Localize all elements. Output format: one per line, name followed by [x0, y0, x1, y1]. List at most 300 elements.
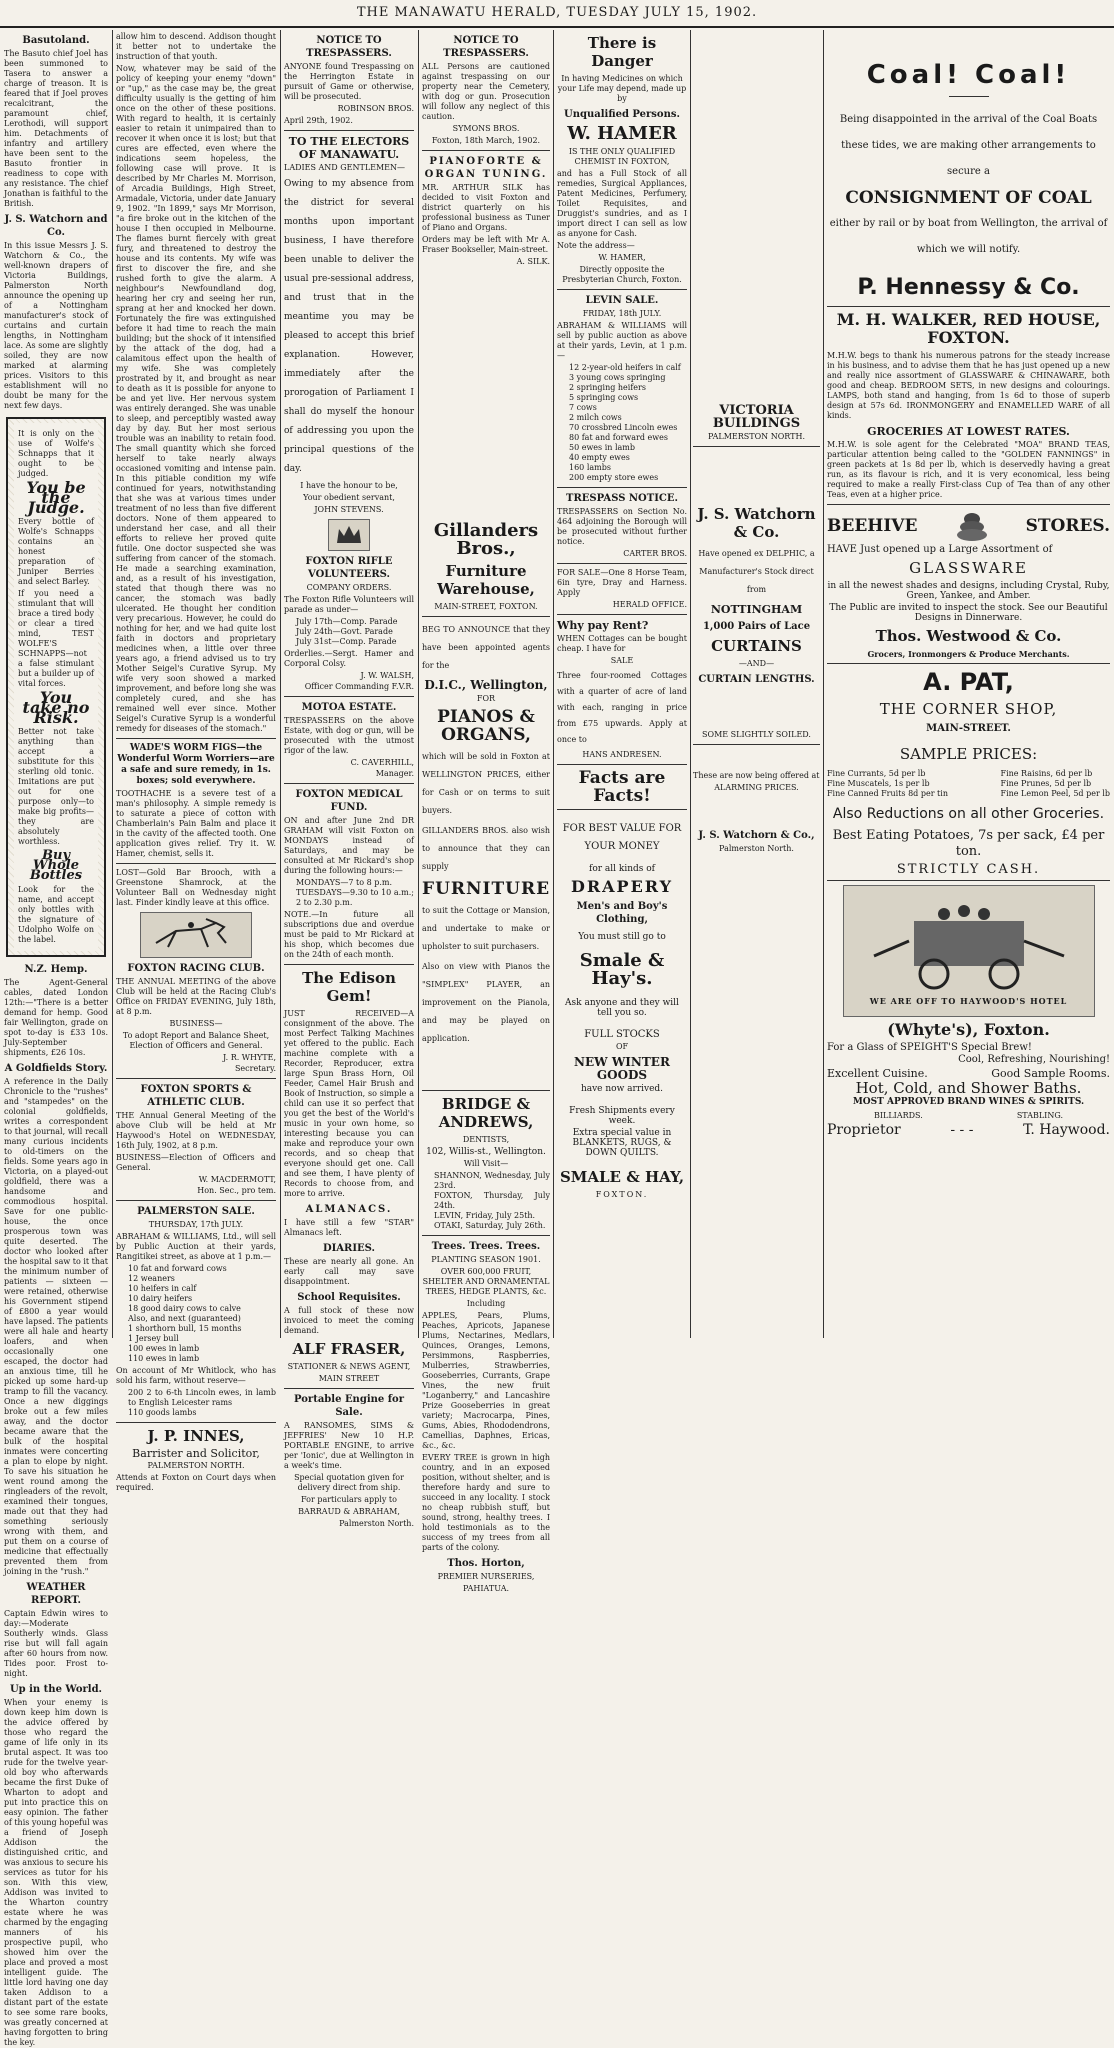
racing-business-label: BUSINESS— — [169, 1019, 223, 1028]
list-item: 160 lambs — [569, 463, 611, 472]
pat-cash: STRICTLY CASH. — [896, 862, 1041, 877]
worm-figs-ad: WADE'S WORM FIGS—the Wonderful Worm Worriers—are a safe and sure remedy, in 1s. boxes; sold everywhere. — [117, 743, 275, 786]
piano-text: MR. ARTHUR SILK has decided to visit Foxton and district quarterly on his professional business as Tuner of Piano and Organs. — [422, 183, 550, 232]
wolfe-text: Look for the name, and accept only bottles with the signature of Udolpho Wolfe on the label. — [18, 885, 94, 944]
coal-text: either by rail or by boat from Wellington, the arrival of which we will notify. — [829, 218, 1108, 255]
walker-text: M.H.W. is sole agent for the Celebrated "MOA" BRAND TEAS, particular attention being called to the "GOLDEN FANNINGS" in green packets at 1s 8d per lb, which is deservedly having a great run, as its flavour is rich, and it is very economical, less being required to make a really First-class Cup of Tea than of any other Teas, even at a higher price. — [827, 440, 1110, 499]
walker-heading: M. H. WALKER, RED HOUSE, FOXTON. — [836, 310, 1101, 347]
list-item: 12 weaners — [128, 1274, 175, 1283]
hennessy-heading: P. Hennessy & Co. — [857, 275, 1080, 300]
racing-signature: J. R. WHYTE, — [223, 1053, 276, 1062]
hotel-owner: T. Haywood. — [1023, 1122, 1110, 1138]
watchorn-ad-heading: J. S. Watchorn & Co. — [697, 505, 816, 541]
beehive-text: The Public are invited to inspect the stock. See our Beautiful Designs in Dinnerware. — [829, 603, 1108, 623]
whitlock-list — [128, 1388, 276, 1418]
engine-note: Special quotation given for delivery direct from ship. — [294, 1473, 404, 1492]
wolfe-intro: It is only on the use of Wolfe's Schnapps that it ought to be judged. — [18, 429, 94, 478]
smale-heading: Smale & Hay's. — [579, 950, 665, 989]
list-item: 200 empty store ewes — [569, 473, 659, 482]
pat-price-column — [827, 769, 948, 799]
story-continuation: allow him to descend. Addison thought it better not to undertake the instruction of that youth. — [116, 32, 276, 61]
hotel-features — [827, 1069, 1110, 1079]
gillanders-pianos: PIANOS & ORGANS, — [437, 707, 535, 745]
innes-role: Barrister and Solicitor, — [132, 1447, 260, 1460]
almanacs-heading: ALMANACS. — [305, 1204, 393, 1215]
hotel-billiards: BILLIARDS. — [874, 1111, 923, 1120]
trees-including: Including — [466, 1299, 506, 1308]
column-3 — [284, 30, 414, 1528]
rent-text: Three four-roomed Cottages with a quarter of acre of land with each, ranging in price from £75 upwards. Apply at once to — [557, 671, 687, 744]
levin-list — [569, 363, 687, 483]
gillanders-subheading: Furniture Warehouse, — [437, 562, 535, 598]
beehive-text: in all the newest shades and designs, including Crystal, Ruby, Green, Yankee, and Amber. — [827, 581, 1110, 601]
column-1 — [4, 30, 108, 2047]
hemp-article: The Agent-General cables, dated London 12th:—"There is a better demand for hemp. Good fair Wellington, grade on spot to-day is £33 10s. July-September shipments, £26 10s. — [4, 978, 108, 1057]
school-text: A full stock of these now invoiced to meet the coming demand. — [284, 1306, 414, 1335]
divider — [284, 130, 414, 131]
racing-club-text: THE ANNUAL MEETING of the above Club will be held at the Racing Club's Office on FRIDAY EVENING, July 18th, at 8 p.m. — [116, 977, 276, 1016]
watchorn-ad-text: Have opened ex DELPHIC, a Manufacturer's Stock direct from — [698, 549, 815, 594]
list-item: 2 springing heifers — [569, 383, 646, 392]
motoa-signature: C. CAVERHILL, — [350, 758, 414, 767]
list-item: OTAKI, Saturday, July 26th. — [434, 1221, 546, 1230]
innes-name: J. P. INNES, — [147, 1427, 245, 1445]
rifle-signature: J. W. WALSH, — [360, 671, 414, 680]
edison-text: JUST RECEIVED—A consignment of the above. The most Perfect Talking Machines yet offered to the public. Each machine complete with a Recorder, Reproducer, extra large Spun Brass Horn, Oil Feeder, Camel Hair Brush and Book of Instruction, so simple a child can use it so perfect that you get the best of the World's music in your own home, so interesting because you can make and reproduce your own records, and so cheap that everyone should get one. Call and see them, I have plenty of Records to choose from, and more to arrive. — [284, 1009, 414, 1198]
levin-heading: LEVIN SALE. — [585, 295, 659, 306]
horse-icon — [146, 917, 246, 953]
watchorn-ad-place: Palmerston North. — [719, 844, 794, 853]
hamer-place: Directly opposite the Presbyterian Church, Foxton. — [562, 265, 682, 284]
column-2 — [116, 30, 276, 1492]
list-item: 7 cows — [569, 403, 597, 412]
divider — [827, 306, 1110, 307]
whitlock-text: On account of Mr Whitlock, who has sold his farm, without reserve— — [116, 1366, 276, 1385]
weather-heading: WEATHER REPORT. — [26, 1582, 86, 1606]
electors-heading: TO THE ELECTORS OF MANAWATU. — [288, 135, 410, 161]
column-6 — [693, 30, 820, 1338]
motoa-heading: MOTOA ESTATE. — [301, 702, 397, 713]
electors-text: Owing to my absence from the district for several months upon important business, I have therefore been unable to deliver the usual pre-sessional address, and trust that in the meantime you may be pleased to accept this brief explanation. However, immediately after the prorogation of Parliament I shall do myself the honour of addressing you upon the principal questions of the day. — [284, 179, 414, 474]
westwood-subheading: Grocers, Ironmongers & Produce Merchants. — [867, 649, 1070, 659]
watchorn-alarm: ALARMING PRICES. — [714, 783, 799, 792]
divider — [116, 1078, 276, 1079]
divider — [116, 863, 276, 864]
list-item: 1 shorthorn bull, 15 months — [128, 1324, 242, 1333]
list-item: 3 young cows springing — [569, 373, 666, 382]
trespass-text: ANYONE found Trespassing on the Herrington Estate in pursuit of Game or otherwise, will be prosecuted. — [284, 62, 414, 101]
wolfe-text: Better not take anything than accept a substitute for this sterling old tonic. Imitations are put out for one purpose only—to make big profits—they are absolutely worthless. — [18, 727, 94, 846]
piano-heading: PIANOFORTE & ORGAN TUNING. — [424, 156, 548, 180]
divider — [557, 764, 687, 765]
watchorn-curtains: CURTAINS — [711, 637, 802, 655]
beehive-stores: STORES. — [1025, 516, 1110, 536]
divider — [422, 616, 550, 617]
fraser-place: MAIN STREET — [318, 1374, 380, 1383]
pat-heading: A. PAT, — [923, 668, 1014, 696]
watchorn-nottingham: NOTTINGHAM — [710, 603, 803, 616]
goldfields-article: A reference in the Daily Chronicle to the "rushes" and "stampedes" on the colonial goldfields, writes a correspondent to that journal, will recall many curious incidents to old-timers on the fields. Some years ago in Victoria, on a played-out goldfield, there was a handsome and commodious hospital. Save for one public-house, the once prosperous town was quite deserted. The doctor who looked after the hospital saw to it that the minimum number of patients — sixteen — were retained, otherwise his Government stipend of £800 a year would have lapsed. The patients were all hale and hearty loafers, and when occasionally one escaped, the doctor had an anxious time, till he picked up some hard-up tramp to fill the vacancy. Once a new diggings broke out a few miles away, and the doctor became aware that the bulk of the hospital inmates were concerting a plan to elope by night. To save his situation he went round among the ringleaders of the revolt, examined their tongues, made out that they had something seriously wrong with them, and put them on a course of medicine that effectually prevented them from joining in the "rush." — [4, 1077, 108, 1576]
medical-note: NOTE.—In future all subscriptions due and overdue must be paid to Mr Rickard at his shop, which becomes due on the 24th of each month. — [284, 910, 414, 959]
trees-text: EVERY TREE is grown in high country, and in an exposed position, without shelter, and is therefore hardy and sure to succeed in any locality. I stock no cheap rubbish stuff, but sound, strong, healthy trees. I hold testimonials as to the success of my trees from all parts of the colony. — [422, 1453, 550, 1552]
wolfe-buy-heading: Buy Whole Bottles — [29, 848, 83, 883]
list-item: SHANNON, Wednesday, July 23rd. — [434, 1171, 550, 1190]
electors-salute: LADIES AND GENTLEMEN— — [284, 163, 406, 172]
masthead: THE MANAWATU HERALD, TUESDAY JULY 15, 1902. — [0, 0, 1114, 28]
list-item: 18 good dairy cows to calve — [128, 1304, 241, 1313]
beehive-heading: BEEHIVE — [827, 516, 918, 536]
column-rule — [823, 30, 824, 1338]
innes-note: Attends at Foxton on Court days when required. — [116, 1473, 276, 1492]
piano-signature: A. SILK. — [516, 257, 550, 266]
sports-business: BUSINESS—Election of Officers and General. — [116, 1153, 276, 1172]
seigel-article: Now, whatever may be said of the policy of keeping your enemy "down" or "up," as the case may be, the great difficulty usually is the getting of him once on the other of these positions. With regard to health, it is certainly easier to retain it unimpaired than to recover it when once it is lost; but that cures are effected, even where the indications seem hopeless, the following case will prove. It is described by Mr Charles M. Morrison, of Arcadia Buildings, High Street, Armadale, Victoria, under date January 9, 1902. "In 1899," says Mr Morrison, "a fire broke out in the kitchen of the house I then occupied in Melbourne. The flames burnt fiercely with great fury, and threatened to destroy the house and its contents. My wife was first to discover the fire, and she rushed forth to give the alarm. A neighbour's Newfoundland dog, hearing her cry and seeing her run, sprang at her and knocked her down. Fortunately the fire was extinguished before it had time to reach the main building; but the shock of it intensified by the attack of the dog, had a calamitous effect upon the health of my wife. She was completely prostrated by it, and brought as near to death as it is possible for anyone to be and yet live. Her nervous system was entirely deranged. She was unable to sleep, and perceptibly wasted away day by day. But her most serious trouble was an inability to retain food. The small quantity which she forced herself to take nearly always occasioned vomiting and intense pain. In this pitiable condition my wife continued for years, notwithstanding that she was at various times under treatment of no less than five different doctors. None of them appeared to understand her case, and all their efforts to relieve her proved quite futile. One doctor suspected she was suffering from cancer of the stomach. He made a searching examination, and, as a result of his investigation, stated that though there was no cancer, the stomach was badly ulcerated. He thought her condition very precarious. However, he could do nothing for her, and we had quite lost faith in doctors and proprietary medicines when, a little over three years ago, a friend advised us to try Mother Seigel's Curative Syrup. My wife very soon showed a marked improvement, and before long she was completely cured, and she has remained well ever since. Mother Seigel's Curative Syrup is a wonderful remedy for diseases of the stomach." — [116, 64, 276, 733]
world-heading: Up in the World. — [9, 1684, 103, 1695]
list-item: 5 springing cows — [569, 393, 639, 402]
hotel-glass: For a Glass of SPEIGHT'S Special Brew! — [827, 1042, 1032, 1053]
gillanders-text: BEG TO ANNOUNCE that they have been appointed agents for the — [422, 625, 550, 670]
gillanders-furniture: FURNITURE — [422, 879, 551, 899]
engine-particulars: For particulars apply to — [301, 1495, 397, 1504]
hotel-name: (Whyte's), Foxton. — [887, 1020, 1050, 1039]
edison-heading: The Edison Gem! — [302, 969, 396, 1005]
fraser-subheading: STATIONER & NEWS AGENT, — [287, 1362, 411, 1371]
divider — [284, 964, 414, 965]
innes-place: PALMERSTON NORTH. — [147, 1461, 245, 1470]
piano-orders: Orders may be left with Mr A. Fraser Bookseller, Main-street. — [422, 235, 550, 254]
trees-signature: Thos. Horton, — [447, 1558, 525, 1569]
hotel-brands: MOST APPROVED BRAND WINES & SPIRITS. — [852, 1097, 1085, 1107]
walker-text: M.H.W. begs to thank his numerous patrons for the steady increase in his business, and to advise them that he has just opened up a new and really nice assortment of GLASSWARE & CHINAWARE, both good and cheap. BEDROOM SETS, in new designs and colourings. LAMPS, both stand and hanging, from 1s 6d to those of superb design at 57s 6d. IRONMONGERY and ENAMELLED WARE of all kinds. — [827, 351, 1110, 420]
divider — [693, 744, 820, 745]
divider — [827, 663, 1110, 664]
trespass-notice-signature: CARTER BROS. — [623, 549, 687, 558]
list-item: LEVIN, Friday, July 25th. — [434, 1211, 536, 1220]
list-item: 1 Jersey bull — [128, 1334, 179, 1343]
bridge-heading: BRIDGE & ANDREWS, — [438, 1095, 534, 1131]
beehive-text: HAVE Just opened up a Large Assortment of — [827, 544, 1053, 555]
hotel-cuisine: Excellent Cuisine. — [827, 1067, 928, 1080]
smale-fresh: Fresh Shipments every week. — [569, 1106, 675, 1126]
hotel-rooms: Good Sample Rooms. — [991, 1067, 1110, 1080]
list-item: 10 heifers in calf — [128, 1284, 197, 1293]
list-item: July 31st—Comp. Parade — [296, 637, 397, 646]
bridge-list — [434, 1171, 550, 1231]
divider — [422, 1235, 550, 1236]
racing-club-heading: FOXTON RACING CLUB. — [127, 963, 265, 974]
price-item: Fine Currants, 5d per lb — [827, 769, 926, 778]
facts-go: You must still go to — [578, 932, 666, 942]
list-item: 100 ewes in lamb — [128, 1344, 200, 1353]
danger-text: In having Medicines on which your Life may depend, made up by — [557, 74, 687, 103]
list-item: 110 goods lambs — [128, 1408, 197, 1417]
divider — [693, 446, 820, 447]
rent-sale: SALE — [610, 656, 634, 665]
beehive-icon — [952, 509, 992, 543]
toothache-ad: TOOTHACHE is a severe test of a man's philosophy. A simple remedy is to saturate a piece of cotton with Chamberlain's Pain Balm and place it in the cavity of the affected tooth. One application gives relief. Try it. W. Hamer, chemist, sells it. — [116, 789, 276, 858]
trees-heading: Trees. Trees. Trees. — [431, 1241, 541, 1252]
crown-icon — [334, 523, 364, 547]
divider — [422, 1090, 550, 1091]
forsale-text: FOR SALE—One 8 Horse Team, 6in tyre, Dray and Harness. Apply — [557, 568, 687, 597]
divider — [827, 880, 1110, 881]
watchorn-offered: These are now being offered at — [693, 771, 820, 780]
gillanders-text: Also on view with Pianos the "SIMPLEX" PLAYER, an improvement on the Pianola, and may be played on application. — [422, 962, 550, 1043]
trespass-date: April 29th, 1902. — [284, 116, 353, 125]
gillanders-for: FOR — [476, 694, 496, 703]
list-item: 12 2-year-old heifers in calf — [569, 363, 681, 372]
rent-signature: HANS ANDRESEN. — [582, 750, 662, 759]
racing-role: Secretary. — [234, 1064, 276, 1073]
price-item: Fine Lemon Peel, 5d per lb — [1000, 789, 1110, 798]
smale-ask: Ask anyone and they will tell you so. — [565, 998, 679, 1018]
list-item: 40 empty ewes — [569, 453, 630, 462]
engine-place: Palmerston North. — [339, 1519, 414, 1528]
trespass-notice-text: TRESPASSERS on Section No. 464 adjoining the Borough will be prosecuted without further notice. — [557, 507, 687, 546]
watchorn-heading: J. S. Watchorn and Co. — [4, 214, 108, 238]
smale-place: FOXTON. — [595, 1190, 649, 1199]
divider — [284, 1388, 414, 1389]
symons-signature: SYMONS BROS. — [452, 124, 520, 133]
facts-text: FOR BEST VALUE FOR YOUR MONEY — [562, 823, 682, 852]
danger-heading: There is Danger — [587, 34, 657, 70]
electors-close: Your obedient servant, — [303, 493, 395, 502]
coach-illustration — [843, 885, 1095, 1017]
diaries-text: These are nearly all gone. An early call may save disappointment. — [284, 1257, 414, 1286]
pat-also: Also Reductions on all other Groceries. — [832, 806, 1105, 822]
world-article: When your enemy is down keep him down is the advice offered by those who regard the game of life only in its brutal aspect. It was too rude for the twelve year-old boy who afterwards became the first Duke of Wharton to adopt and put into practice this on easy opinion. The father of this young hopeful was a friend of Joseph Addison the distinguished critic, and was anxious to secure his services as tutor for his son. With this view, Addison was invited to the Wharton country estate where he was charmed by the engaging manners of his prospective pupil, who showed him over the place and proved a most intelligent guide. The little lord having one day taken Addison to a distant part of the estate to see some rare books, was greatly concerned at having forgotten to bring the key. — [4, 1698, 108, 2047]
gillanders-dic: D.I.C., Wellington, — [424, 678, 548, 692]
divider — [557, 289, 687, 290]
westwood-heading: Thos. Westwood & Co. — [875, 627, 1062, 645]
beehive-banner — [827, 509, 1110, 543]
symons-trespass-heading: NOTICE TO TRESPASSERS. — [443, 35, 529, 59]
wolfe-text: If you need a stimulant that will brace a tired body or clear a tired mind, TEST WOLFE'S SCHNAPPS—not a false stimulant but a builder up of vital forces. — [18, 589, 94, 688]
gillanders-text: to suit the Cottage or Mansion, and undertake to make or upholster to suit purchasers. — [422, 906, 550, 951]
list-item: TUESDAYS—9.30 to 10 a.m.; 2 to 2.30 p.m. — [296, 888, 414, 907]
weather-article: Captain Edwin wires to day:—Moderate Southerly winds. Glass rise but will fall again after 60 hours from now. Tides poor. Frost to-night. — [4, 1609, 108, 1678]
coach-icon — [854, 896, 1084, 996]
palmerston-sale-heading: PALMERSTON SALE. — [137, 1206, 255, 1217]
hotel-cool: Cool, Refreshing, Nourishing! — [958, 1054, 1110, 1065]
victoria-heading: VICTORIA BUILDINGS — [712, 403, 801, 431]
hotel-dash: - - - — [950, 1122, 974, 1138]
rifle-heading: FOXTON RIFLE VOLUNTEERS. — [305, 556, 393, 580]
divider — [557, 614, 687, 615]
pat-potatoes: Best Eating Potatoes, 7s per sack, £4 per ton. — [832, 828, 1105, 859]
watchorn-and: —AND— — [738, 659, 775, 668]
bridge-subheading: DENTISTS, — [462, 1135, 510, 1144]
engine-text: A RANSOMES, SIMS & JEFFRIES' New 10 H.P. PORTABLE ENGINE, to arrive per 'Ionic', due at Wellington in a week's time. — [284, 1421, 414, 1470]
divider — [557, 809, 687, 810]
bridge-visit: Will Visit— — [463, 1159, 509, 1168]
hamer-text: IS THE ONLY QUALIFIED CHEMIST IN FOXTON, — [568, 147, 676, 166]
racehorse-illustration — [140, 912, 252, 958]
engine-signature: BARRAUD & ABRAHAM, — [298, 1507, 400, 1516]
crest-illustration — [328, 519, 370, 551]
palmerston-sale-list — [128, 1264, 276, 1364]
bridge-address: 102, Willis-st., Wellington. — [426, 1147, 546, 1157]
sports-club-text: THE Annual General Meeting of the above Club will be held at Mr Haywood's Hotel on WEDNESDAY, 16th July, 1902, at 8 p.m. — [116, 1111, 276, 1150]
rifle-orderlies: Orderlies.—Sergt. Hamer and Corporal Colsy. — [284, 649, 414, 668]
palmerston-sale-date: THURSDAY, 17th JULY. — [148, 1220, 244, 1229]
smale-extra: Extra special value in BLANKETS, RUGS, & DOWN QUILTS. — [572, 1128, 672, 1158]
divider — [116, 1200, 276, 1201]
hamer-text: and has a Full Stock of all remedies, Surgical Appliances, Patent Medicines, Perfumery, Toilet Requisites, and Druggist's sundries, and as I import direct I can sell as low as anyone for Cash. — [557, 169, 687, 238]
divider — [827, 504, 1110, 505]
column-rule — [280, 30, 281, 1338]
racing-business-items: To adopt Report and Balance Sheet, Election of Officers and General. — [122, 1031, 270, 1050]
lost-notice: LOST—Gold Bar Brooch, with a Greenstone Shamrock, at the Volunteer Ball on Wednesday night last. Finder kindly leave at this office. — [116, 868, 276, 907]
divider — [284, 783, 414, 784]
coal-heading: Coal! Coal! — [866, 60, 1071, 90]
hotel-stabling: STABLING. — [1016, 1111, 1063, 1120]
electors-close: I have the honour to be, — [300, 481, 398, 490]
trees-text: APPLES, Pears, Plums, Peaches, Apricots, Japanese Plums, Nectarines, Medlars, Quinces, Oranges, Lemons, Persimmons, Raspberries, Mulberries, Strawberries, Gooseberries, Currants, Grape Vines, the new fruit "Loganberry," and Lancashire Prize Gooseberries in great variety; Macrocarpa, Pines, Gums, Abies, Rhododendrons, Camellias, Daphnes, Ericas, &c., &c. — [422, 1311, 550, 1450]
watchorn-article: In this issue Messrs J. S. Watchorn & Co., the well-known drapers of Victoria Buildings, Palmerston North announce the opening up of a Nottingham manufacturer's stock of curtains and curtain lengths, in Nottingham lace. As some are slightly soiled, they are now marked at alarming prices. Visitors to this establishment will no doubt be many for the next few days. — [4, 241, 108, 410]
divider — [422, 150, 550, 151]
facts-drapery: DRAPERY — [570, 877, 674, 896]
danger-unqualified: Unqualified Persons. — [563, 109, 680, 120]
basutoland-article: The Basuto chief Joel has been summoned to Tasera to answer a charge of treason. It is feared that if Joel proves recalcitrant, the paramount chief, Lerothodi, will support him. Detachments of infantry and artillery have been sent to the Basuto frontier in readiness to cope with any resistance. The chief Jonathan is faithful to the British. — [4, 49, 108, 208]
almanacs-text: I have still a few "STAR" Almanacs left. — [284, 1218, 414, 1237]
watchorn-pairs: 1,000 Pairs of Lace — [702, 621, 811, 632]
symons-trespass-text: ALL Persons are cautioned against trespassing on our property near the Cemetery, with dog or gun. Prosecution will follow any neglect of this caution. — [422, 62, 550, 121]
victoria-place: PALMERSTON NORTH. — [707, 432, 805, 441]
divider — [284, 696, 414, 697]
list-item: 70 crossbred Lincoln ewes — [569, 423, 678, 432]
list-item: 10 dairy heifers — [128, 1294, 193, 1303]
diaries-heading: DIARIES. — [322, 1243, 376, 1254]
trespass-signature: ROBINSON BROS. — [337, 104, 414, 113]
hamer-name: W. HAMER — [567, 123, 677, 144]
gillanders-text: which will be sold in Foxton at WELLINGTON PRICES, either for Cash or on terms to suit buyers. — [422, 752, 550, 815]
beehive-glassware: GLASSWARE — [909, 559, 1028, 577]
medical-heading: FOXTON MEDICAL FUND. — [295, 789, 403, 813]
hotel-proprietor-label: Proprietor — [827, 1122, 901, 1138]
hemp-heading: N.Z. Hemp. — [24, 964, 88, 975]
wolfe-schnapps-ad — [6, 417, 106, 957]
price-item: Fine Muscatels, 1s per lb — [827, 779, 930, 788]
walker-groceries: GROCERIES AT LOWEST RATES. — [867, 425, 1070, 438]
rifle-text: The Foxton Rifle Volunteers will parade as under— — [284, 595, 414, 614]
gillanders-text: GILLANDERS BROS. also wish to announce that they can supply — [422, 826, 550, 871]
electors-signature: JOHN STEVENS. — [314, 505, 384, 514]
facts-heading: Facts are Facts! — [578, 768, 666, 806]
list-item: Also, and next (guaranteed) — [128, 1314, 241, 1323]
medical-hours — [296, 878, 414, 908]
engine-heading: Portable Engine for Sale. — [294, 1394, 404, 1418]
hamer-signature: W. HAMER, — [598, 253, 646, 262]
trees-nursery: PREMIER NURSERIES, — [437, 1572, 535, 1581]
levin-text: ABRAHAM & WILLIAMS will sell by public auction as above at their yards, Levin, at 1 p.m.— — [557, 321, 687, 360]
divider — [949, 96, 989, 97]
smale-signature: SMALE & HAY, — [559, 1168, 685, 1186]
trees-place: PAHIATUA. — [462, 1584, 510, 1593]
column-rule — [553, 30, 554, 1338]
school-heading: School Requisites. — [297, 1292, 401, 1303]
basutoland-heading: Basutoland. — [22, 35, 90, 46]
divider — [116, 738, 276, 739]
pat-sample: SAMPLE PRICES: — [899, 745, 1038, 763]
fraser-heading: ALF FRASER, — [292, 1340, 406, 1358]
rent-text: WHEN Cottages can be bought cheap. I have for — [557, 634, 687, 653]
divider — [116, 1422, 276, 1423]
list-item: 110 ewes in lamb — [128, 1354, 200, 1363]
smale-of: OF — [615, 1042, 629, 1051]
coal-text: Being disappointed in the arrival of the Coal Boats these tides, we are making other arrangements to secure a — [839, 114, 1098, 177]
facts-kinds: for all kinds of — [588, 864, 655, 874]
column-rule — [690, 30, 691, 1338]
trees-season: PLANTING SEASON 1901. — [431, 1255, 541, 1264]
trespass-notice-heading: TRESPASS NOTICE. — [566, 493, 678, 504]
column-5 — [557, 30, 687, 1338]
smale-arrived: have now arrived. — [580, 1084, 664, 1094]
list-item: July 24th—Govt. Parade — [296, 627, 393, 636]
watchorn-lengths: CURTAIN LENGTHS. — [698, 674, 815, 685]
wolfe-text: Every bottle of Wolfe's Schnapps contains an honest preparation of Juniper Berries and select Barley. — [18, 517, 94, 586]
divider — [557, 563, 687, 564]
palmerston-sale-intro: ABRAHAM & WILLIAMS, Ltd., will sell by Public Auction at their yards, Rangitikei street, as above at 1 p.m.— — [116, 1232, 276, 1261]
hotel-baths: Hot, Cold, and Shower Baths. — [855, 1079, 1082, 1097]
list-item: MONDAYS—7 to 8 p.m. — [296, 878, 393, 887]
watchorn-ad-signature: J. S. Watchorn & Co., — [698, 830, 815, 841]
divider — [557, 487, 687, 488]
gillanders-heading: Gillanders Bros., — [433, 520, 539, 559]
list-item: 2 milch cows — [569, 413, 622, 422]
rifle-role: Officer Commanding F.V.R. — [304, 682, 414, 691]
forsale-signature: HERALD OFFICE. — [612, 600, 687, 609]
list-item: 50 ewes in lamb — [569, 443, 635, 452]
pat-price-column — [1001, 769, 1110, 799]
watchorn-soiled: SOME SLIGHTLY SOILED. — [702, 730, 811, 739]
list-item: 80 fat and forward ewes — [569, 433, 668, 442]
rent-heading: Why pay Rent? — [557, 619, 649, 632]
sports-club-heading: FOXTON SPORTS & ATHLETIC CLUB. — [140, 1084, 252, 1108]
list-item: 10 fat and forward cows — [128, 1264, 227, 1273]
pat-shop: THE CORNER SHOP, — [879, 700, 1058, 718]
column-7 — [827, 30, 1110, 1338]
smale-full: FULL STOCKS — [584, 1029, 660, 1040]
list-item: 200 2 to 6-th Lincoln ewes, in lamb to English Leicester rams — [128, 1388, 276, 1407]
column-rule — [418, 30, 419, 1338]
column-rule — [112, 30, 113, 1338]
rifle-list — [296, 617, 414, 647]
price-item: Fine Canned Fruits 8d per tin — [827, 789, 948, 798]
rifle-subheading: COMPANY ORDERS. — [306, 583, 392, 592]
pat-price-list — [827, 767, 1110, 801]
facts-clothing: Men's and Boy's Clothing, — [576, 901, 668, 925]
hotel-amenities — [827, 1111, 1110, 1121]
smale-winter: NEW WINTER GOODS — [574, 1055, 670, 1082]
trees-over: OVER 600,000 FRUIT, SHELTER AND ORNAMENTAL TREES, HEDGE PLANTS, &c. — [422, 1267, 550, 1296]
motoa-text: TRESPASSERS on the above Estate, with dog or gun, will be prosecuted with the utmost rigor of the law. — [284, 716, 414, 755]
hotel-proprietor — [827, 1122, 1110, 1138]
hamer-address-label: Note the address— — [557, 241, 635, 250]
list-item: FOXTON, Thursday, July 24th. — [434, 1191, 550, 1210]
coal-consignment: CONSIGNMENT OF COAL — [845, 188, 1092, 208]
symons-date: Foxton, 18th March, 1902. — [431, 136, 541, 145]
column-4 — [422, 30, 551, 1593]
gillanders-place: MAIN-STREET, FOXTON. — [434, 602, 538, 611]
goldfields-heading: A Goldfields Story. — [4, 1063, 108, 1074]
wolfe-judge-heading: You be the Judge. — [26, 478, 86, 517]
sports-role: Hon. Sec., pro tem. — [197, 1186, 276, 1195]
motoa-role: Manager. — [375, 769, 414, 778]
trespass-heading: NOTICE TO TRESPASSERS. — [306, 35, 392, 59]
levin-date: FRIDAY, 18th JULY. — [582, 309, 662, 318]
medical-text: ON and after June 2nd DR GRAHAM will visit Foxton on MONDAYS instead of Saturdays, and may be consulted at Mr Rickard's shop during the following hours:— — [284, 816, 414, 875]
